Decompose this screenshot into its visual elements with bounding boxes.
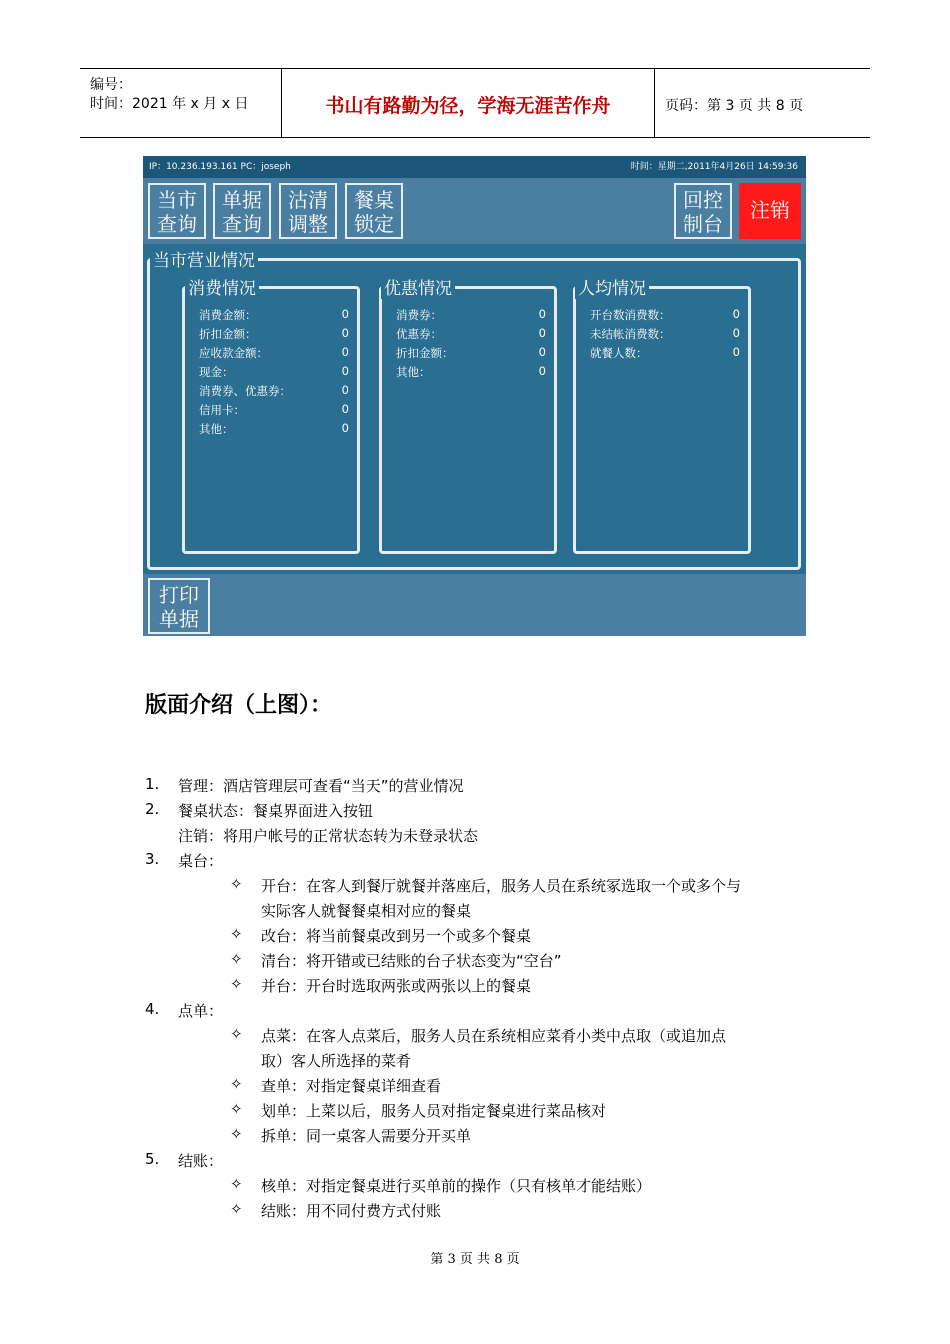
header-motto-cell bbox=[282, 69, 655, 137]
button-label: 调整 bbox=[288, 212, 328, 236]
list-item: 就餐人数： 0 bbox=[590, 345, 740, 360]
list-item: 其他： 0 bbox=[396, 364, 546, 379]
diamond-icon: ✧ bbox=[230, 1175, 243, 1193]
list-number: 1. bbox=[145, 775, 160, 793]
list-item: 管理：酒店管理层可查看“当天”的营业情况 bbox=[178, 777, 464, 795]
discount-section bbox=[379, 286, 557, 554]
ip-pc-label: IP：10.236.193.161 PC：joseph bbox=[149, 162, 291, 172]
list-number: 3. bbox=[145, 850, 160, 868]
button-label: 打印 bbox=[159, 583, 199, 607]
table-lock-button[interactable] bbox=[345, 183, 403, 239]
bullet-item: 并台：开台时选取两张或两张以上的餐桌 bbox=[261, 977, 532, 995]
diamond-icon: ✧ bbox=[230, 1125, 243, 1143]
diamond-icon: ✧ bbox=[230, 1200, 243, 1218]
consumption-section bbox=[182, 286, 360, 554]
diamond-icon: ✧ bbox=[230, 1075, 243, 1093]
list-number: 2. bbox=[145, 800, 160, 818]
bullet-item: 开台：在客人到餐厅就餐并落座后，服务人员在系统冢选取一个或多个与 bbox=[261, 877, 742, 895]
diamond-icon: ✧ bbox=[230, 925, 243, 943]
header-page-cell bbox=[655, 69, 870, 137]
bullet-item-cont: 实际客人就餐餐桌相对应的餐桌 bbox=[261, 902, 472, 920]
back-to-console-button[interactable] bbox=[674, 183, 732, 239]
bullet-item: 清台：将开错或已结账的台子状态变为“空台” bbox=[261, 952, 562, 970]
list-item: 结账： bbox=[178, 1152, 224, 1170]
button-label: 单据 bbox=[222, 188, 262, 212]
diamond-icon: ✧ bbox=[230, 1100, 243, 1118]
list-item: 折扣金额： 0 bbox=[396, 345, 546, 360]
list-item: 折扣金额： 0 bbox=[199, 326, 349, 341]
per-capita-section bbox=[573, 286, 751, 554]
list-number: 5. bbox=[145, 1150, 160, 1168]
list-item: 消费券： 0 bbox=[396, 307, 546, 322]
list-item: 其他： 0 bbox=[199, 421, 349, 436]
diamond-icon: ✧ bbox=[230, 950, 243, 968]
pos-screenshot bbox=[143, 156, 806, 636]
section-title: 优惠情况 bbox=[381, 274, 455, 299]
button-label: 制台 bbox=[683, 212, 723, 236]
section-title: 人均情况 bbox=[575, 274, 649, 299]
section-heading: 版面介绍（上图）： bbox=[145, 693, 333, 718]
bullet-item-cont: 取）客人所选择的菜肴 bbox=[261, 1052, 412, 1070]
button-label: 锁定 bbox=[354, 212, 394, 236]
bullet-item: 核单：对指定餐桌进行买单前的操作（只有核单才能结账） bbox=[261, 1177, 652, 1195]
soldout-adjust-button[interactable] bbox=[279, 183, 337, 239]
button-label: 餐桌 bbox=[354, 188, 394, 212]
bullet-item: 拆单：同一桌客人需要分开买单 bbox=[261, 1127, 472, 1145]
print-bill-button[interactable] bbox=[148, 578, 210, 634]
bill-query-button[interactable] bbox=[213, 183, 271, 239]
header-page-label: 页码：第 3 页 共 8 页 bbox=[665, 98, 804, 114]
bullet-item: 结账：用不同付费方式付账 bbox=[261, 1202, 442, 1220]
button-label: 回控 bbox=[683, 188, 723, 212]
list-item: 餐桌状态：餐桌界面进入按钮 bbox=[178, 802, 374, 820]
toolbar bbox=[143, 178, 806, 244]
header-info-cell bbox=[80, 69, 282, 137]
list-item: 消费金额： 0 bbox=[199, 307, 349, 322]
list-item: 信用卡： 0 bbox=[199, 402, 349, 417]
diamond-icon: ✧ bbox=[230, 875, 243, 893]
bullet-item: 划单：上菜以后，服务人员对指定餐桌进行菜品核对 bbox=[261, 1102, 607, 1120]
button-label: 查询 bbox=[157, 212, 197, 236]
bullet-item: 点菜：在客人点菜后，服务人员在系统相应菜肴小类中点取（或追加点 bbox=[261, 1027, 727, 1045]
list-item: 未结帐消费数： 0 bbox=[590, 326, 740, 341]
logout-button[interactable]: 注销 bbox=[739, 183, 801, 239]
list-item: 桌台： bbox=[178, 852, 224, 870]
diamond-icon: ✧ bbox=[230, 1025, 243, 1043]
status-bar bbox=[143, 156, 806, 178]
document-header bbox=[80, 68, 870, 138]
list-item: 优惠券： 0 bbox=[396, 326, 546, 341]
bottom-bar bbox=[143, 574, 806, 636]
list-item: 注销：将用户帐号的正常状态转为未登录状态 bbox=[178, 827, 479, 845]
header-motto: 书山有路勤为径，学海无涯苦作舟 bbox=[325, 95, 611, 117]
button-label: 单据 bbox=[159, 607, 199, 631]
clock-label: 时间：星期二,2011年4月26日 14:59:36 bbox=[630, 162, 798, 172]
list-number: 4. bbox=[145, 1000, 160, 1018]
bullet-item: 查单：对指定餐桌详细查看 bbox=[261, 1077, 442, 1095]
list-item: 消费券、优惠券： 0 bbox=[199, 383, 349, 398]
document-number-label: 编号： bbox=[90, 77, 132, 93]
list-item: 开台数消费数： 0 bbox=[590, 307, 740, 322]
diamond-icon: ✧ bbox=[230, 975, 243, 993]
bullet-item: 改台：将当前餐桌改到另一个或多个餐桌 bbox=[261, 927, 532, 945]
list-item: 应收款金额： 0 bbox=[199, 345, 349, 360]
button-label: 当市 bbox=[157, 188, 197, 212]
panel-title: 当市营业情况 bbox=[150, 246, 258, 271]
button-label: 沽清 bbox=[288, 188, 328, 212]
list-item: 点单： bbox=[178, 1002, 224, 1020]
document-time-label: 时间：2021 年 x 月 x 日 bbox=[90, 96, 249, 112]
market-query-button[interactable] bbox=[148, 183, 206, 239]
button-label: 查询 bbox=[222, 212, 262, 236]
list-item: 现金： 0 bbox=[199, 364, 349, 379]
section-title: 消费情况 bbox=[185, 274, 259, 299]
page-footer: 第 3 页 共 8 页 bbox=[430, 1252, 520, 1267]
